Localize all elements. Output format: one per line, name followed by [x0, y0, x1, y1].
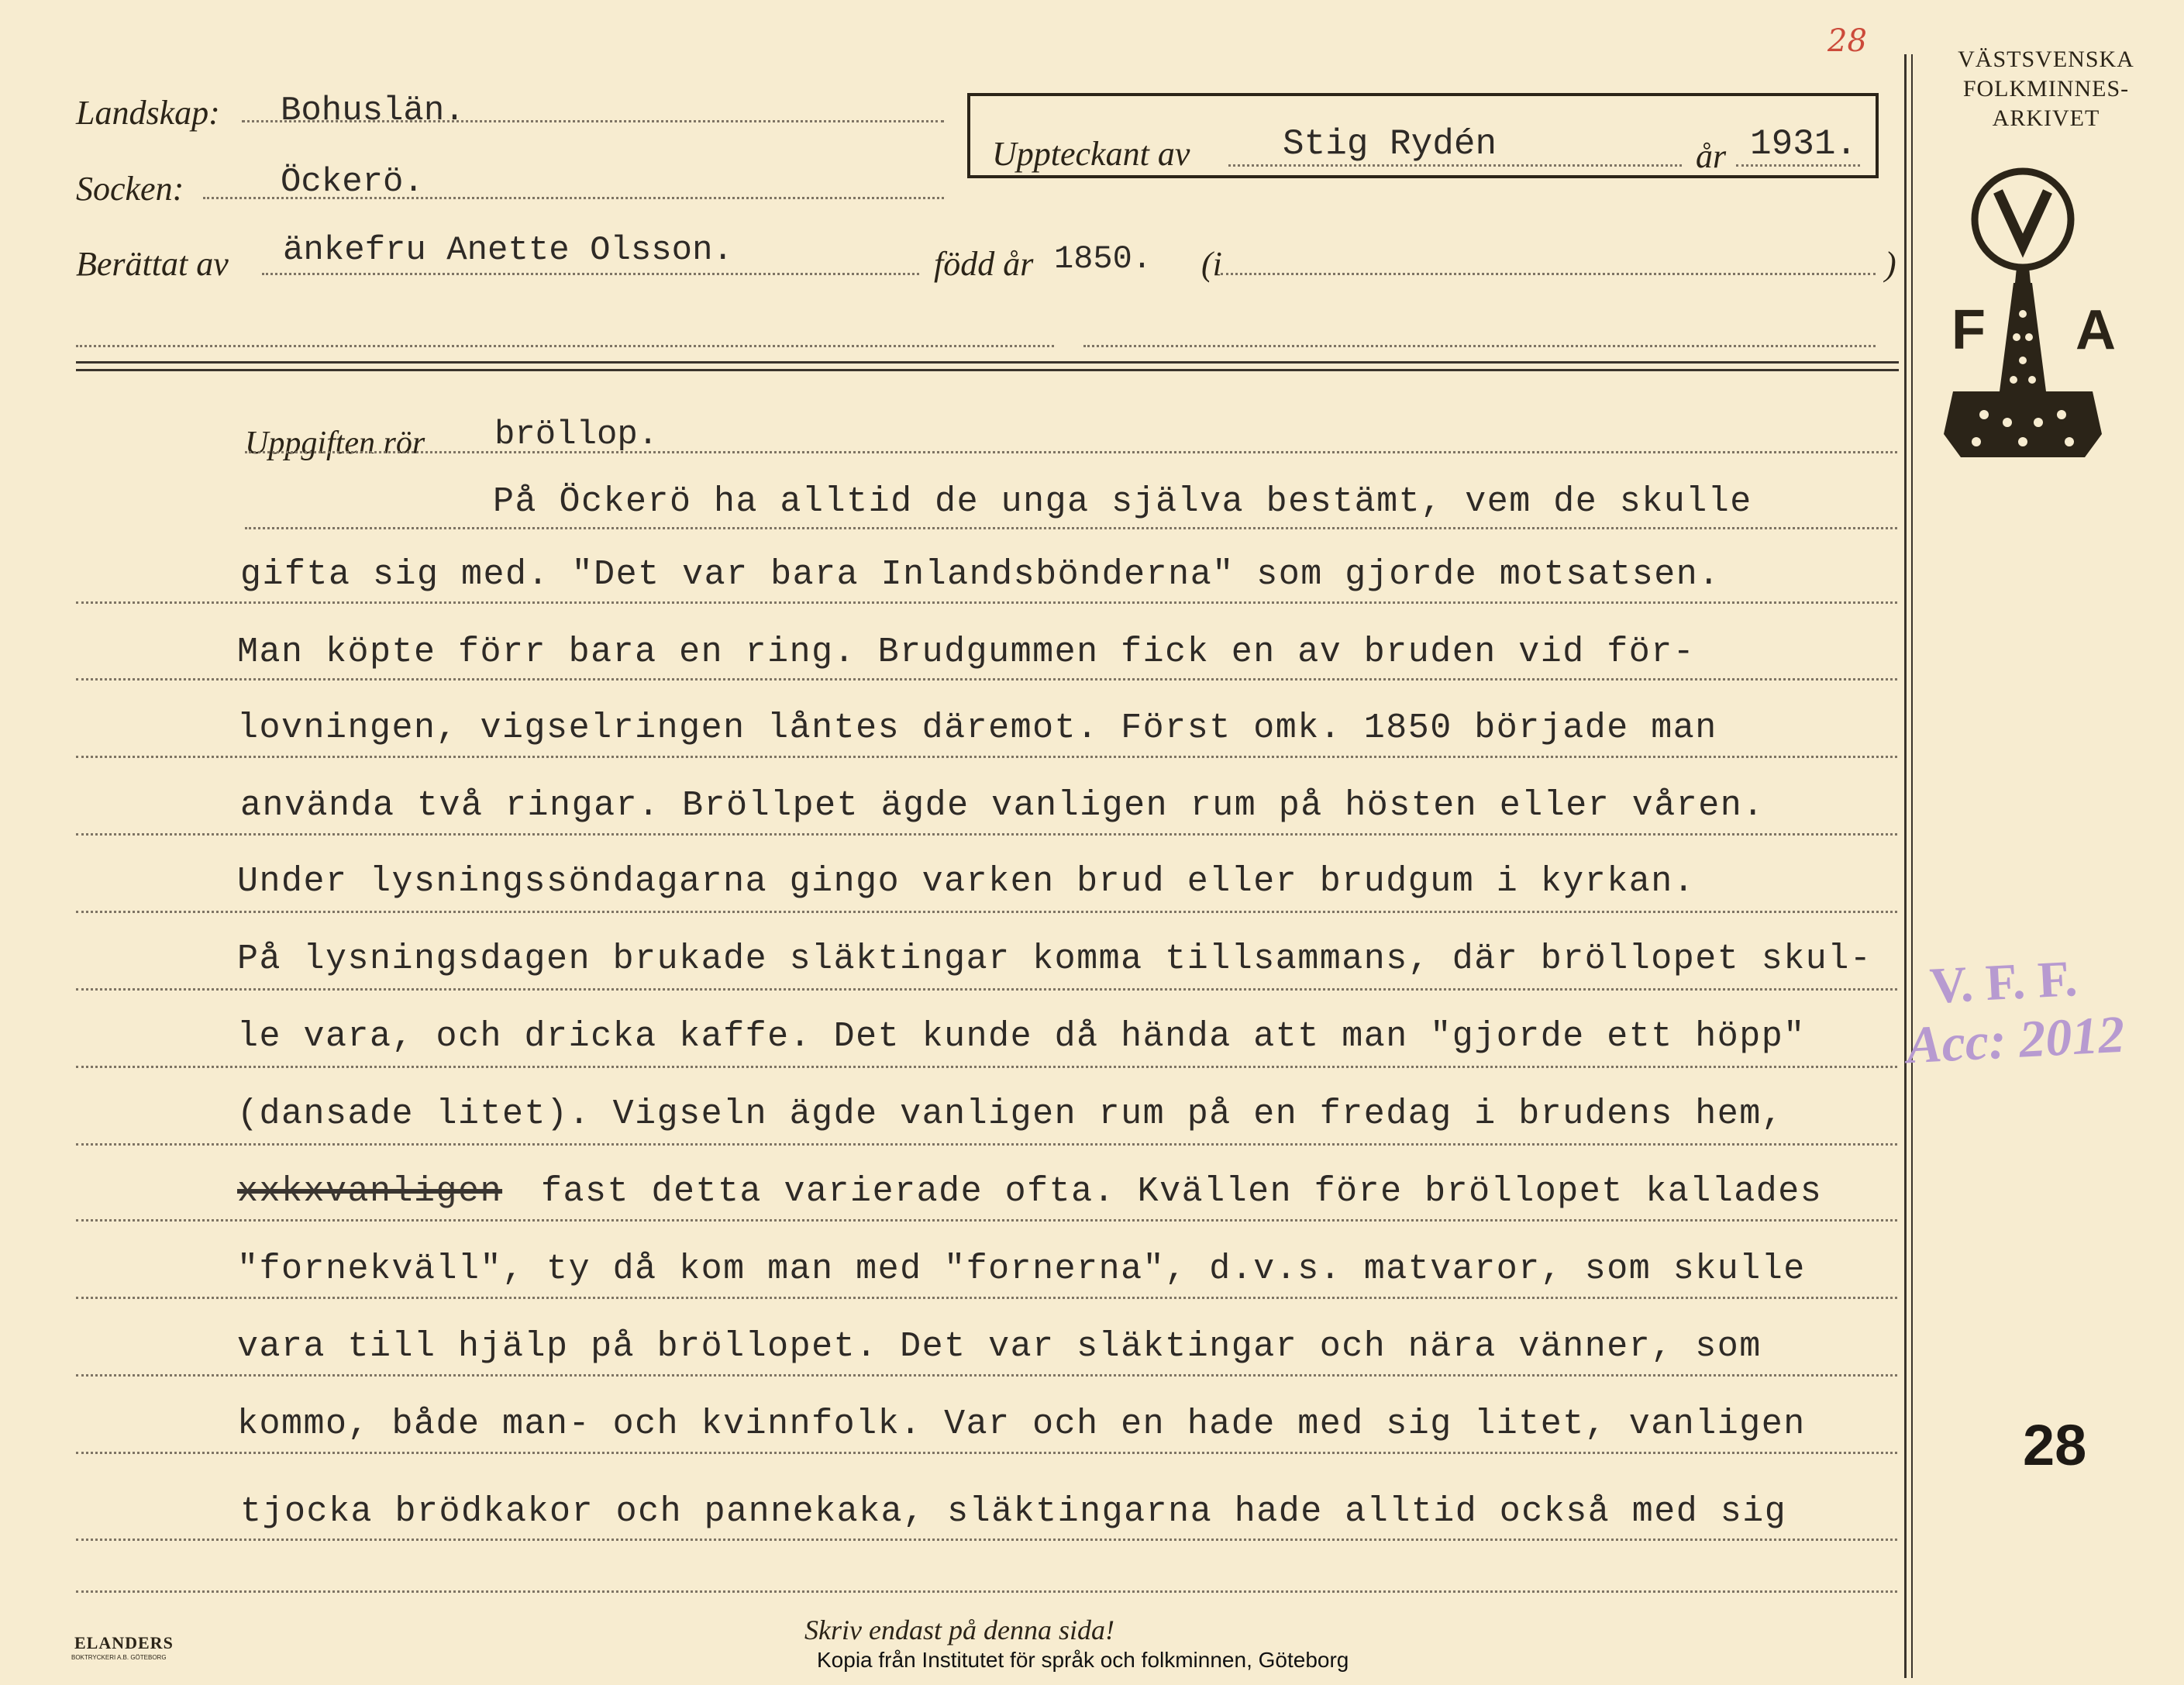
- body-line: använda två ringar. Bröllpet ägde vanligen rum på hösten eller våren.: [240, 786, 1765, 825]
- top-page-number: 28: [1827, 23, 1867, 59]
- printer-sub: BOKTRYCKERI A.B. GÖTEBORG: [71, 1654, 167, 1661]
- body-line: Man köpte förr bara en ring. Brudgummen fick en av bruden vid för-: [237, 632, 1696, 672]
- body-dotline: [76, 601, 1897, 604]
- logo-letter-f: F: [1951, 299, 1986, 361]
- vertical-divider-2: [1911, 54, 1913, 1678]
- struck-word: xxkxvanligen: [237, 1172, 503, 1211]
- vertical-divider-1: [1904, 54, 1907, 1678]
- fodd-value: 1850.: [1054, 240, 1152, 277]
- body-dotline: [76, 988, 1897, 991]
- subject-value: bröllop.: [494, 415, 659, 454]
- vfa-logo-icon: [1930, 159, 2162, 457]
- body-dotline: [76, 1297, 1897, 1299]
- body-dotline: [76, 1143, 1897, 1146]
- header-rule-2: [76, 369, 1899, 371]
- side-page-number: 28: [2023, 1413, 2087, 1477]
- footer-instruction: Skriv endast på denna sida!: [804, 1614, 1114, 1645]
- socken-label: Socken:: [76, 170, 184, 208]
- body-line: "fornekväll", ty då kom man med "fornerna", d.v.s. matvaror, som skulle: [237, 1249, 1806, 1289]
- archive-name-line-3: ARKIVET: [1992, 105, 2100, 131]
- subject-dotline: [245, 451, 1897, 453]
- body-dotline: [76, 1219, 1897, 1222]
- copy-notice: Kopia från Institutet för språk och folkminnen, Göteborg: [817, 1648, 1349, 1672]
- paren-close: ): [1885, 245, 1896, 283]
- body-line: vara till hjälp på bröllopet. Det var släktingar och nära vänner, som: [237, 1327, 1762, 1366]
- archive-name-line-2: FOLKMINNES-: [1962, 76, 2130, 102]
- archive-name: [1914, 45, 2178, 133]
- body-line: (dansade litet). Vigseln ägde vanligen rum på en fredag i brudens hem,: [237, 1094, 1784, 1134]
- extra-dotline-right: [1083, 345, 1876, 347]
- landskap-label: Landskap:: [76, 94, 220, 132]
- body-line: tjocka brödkakor och pannekaka, släktingarna hade alltid också med sig: [240, 1492, 1787, 1532]
- paren-dotline: [1221, 273, 1876, 275]
- body-dotline: [76, 1539, 1897, 1541]
- body-line: På lysningsdagen brukade släktingar komma tillsammans, där bröllopet skul-: [237, 939, 1872, 979]
- body-dotline: [245, 527, 1897, 529]
- logo-letter-a: A: [2075, 299, 2116, 361]
- printer-mark: ELANDERS: [74, 1633, 174, 1652]
- body-line: kommo, både man- och kvinnfolk. Var och en hade med sig litet, vanligen: [237, 1404, 1806, 1444]
- body-line: Under lysningssöndagarna gingo varken brud eller brudgum i kyrkan.: [237, 862, 1696, 901]
- body-dotline: [76, 833, 1897, 836]
- socken-value: Öckerö.: [281, 163, 424, 202]
- landskap-value: Bohuslän.: [281, 91, 465, 130]
- berattat-dotline: [262, 273, 919, 275]
- subject-label: Uppgiften rör: [245, 426, 425, 461]
- body-line: gifta sig med. "Det var bara Inlandsbönderna" som gjorde motsatsen.: [240, 555, 1721, 594]
- berattat-value: änkefru Anette Olsson.: [283, 231, 733, 270]
- archive-name-line-1: VÄSTSVENSKA: [1958, 47, 2134, 72]
- stamp-line-1: V. F. F.: [1928, 950, 2079, 1015]
- header-rule-1: [76, 361, 1899, 364]
- recorder-year-label: år: [1696, 137, 1727, 175]
- body-dotline: [76, 1590, 1897, 1593]
- body-dotline: [76, 756, 1897, 758]
- body-dotline: [76, 911, 1897, 913]
- fodd-label: född år: [934, 245, 1034, 283]
- body-line: le vara, och dricka kaffe. Det kunde då hända att man "gjorde ett höpp": [237, 1017, 1806, 1056]
- body-line: På Öckerö ha alltid de unga själva bestämt, vem de skulle: [493, 482, 1752, 522]
- recorder-dotline: [1228, 164, 1682, 167]
- body-dotline: [76, 1452, 1897, 1454]
- body-dotline: [76, 678, 1897, 681]
- body-line: fast detta varierade ofta. Kvällen före bröllopet kallades: [541, 1172, 1823, 1211]
- body-line: lovningen, vigselringen låntes däremot. Först omk. 1850 började man: [237, 708, 1717, 748]
- recorder-label: Uppteckant av: [992, 135, 1190, 173]
- stamp-line-2: Acc: 2012: [1905, 1004, 2127, 1075]
- body-dotline: [76, 1066, 1897, 1068]
- paren-open: (i: [1201, 245, 1222, 283]
- recorder-year-dotline: [1736, 164, 1860, 167]
- recorder-year-value: 1931.: [1750, 124, 1858, 164]
- berattat-label: Berättat av: [76, 245, 229, 283]
- extra-dotline-left: [76, 345, 1054, 347]
- body-dotline: [76, 1374, 1897, 1377]
- recorder-value: Stig Rydén: [1283, 124, 1497, 164]
